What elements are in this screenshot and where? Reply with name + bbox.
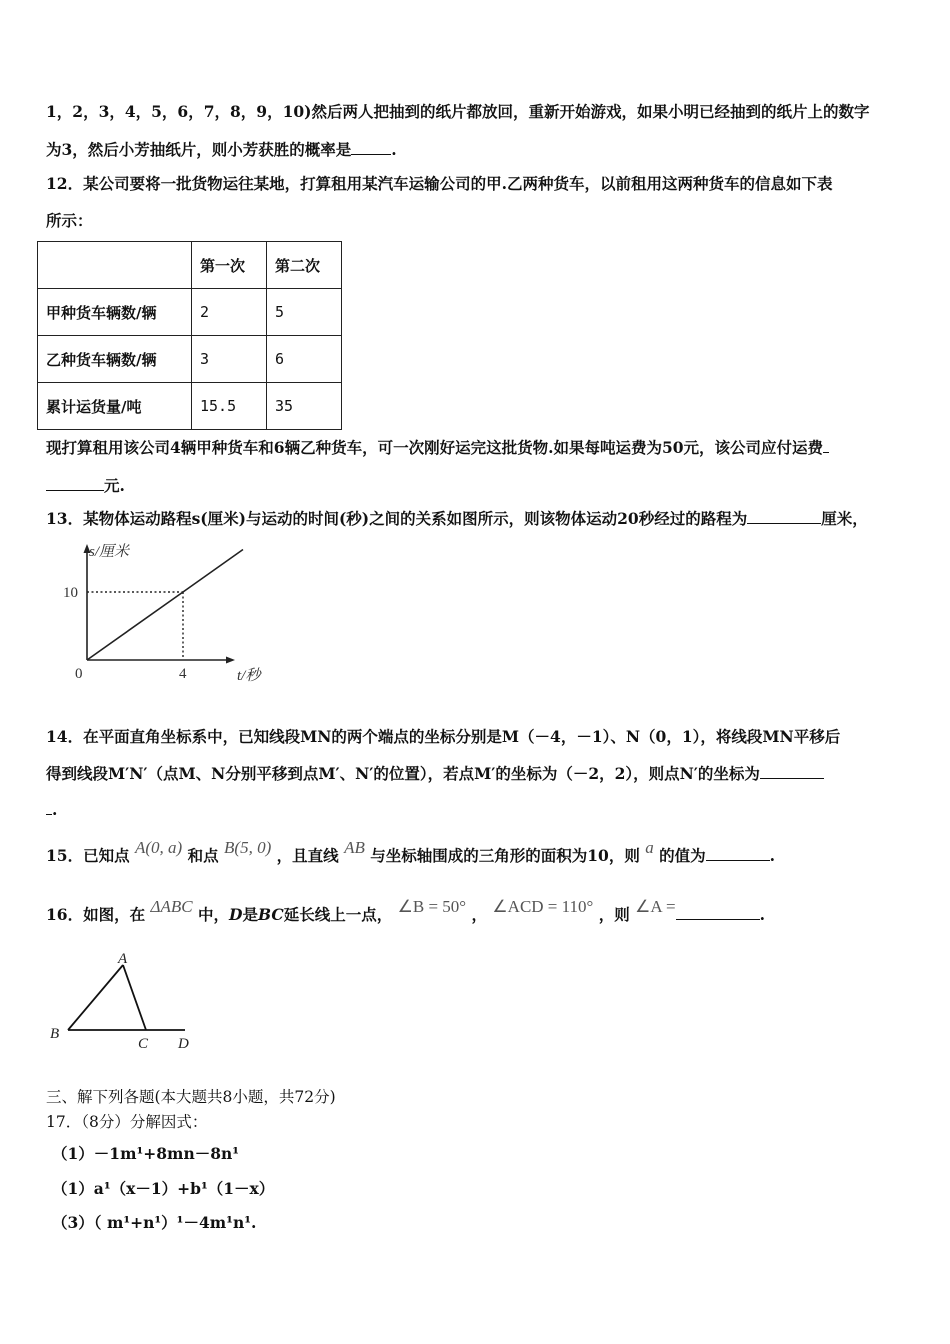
q12-after-1-text: 现打算租用该公司4辆甲种货车和6辆乙种货车，可一次刚好运完这批货物.如果每吨运费为50元，该公司应付运费	[46, 438, 824, 457]
cargo-table	[37, 241, 342, 430]
q16-line	[46, 897, 765, 925]
answer-blank	[46, 476, 104, 491]
intro-line-2-end: .	[391, 140, 397, 159]
variable-a: a	[645, 838, 654, 857]
table-cell	[38, 242, 192, 289]
q15-text: 的值为	[659, 846, 706, 865]
q15-text: 15．已知点	[46, 846, 130, 865]
answer-blank	[706, 846, 770, 861]
x-tick-label: 4	[179, 666, 187, 682]
triangle-abc-formula: ΔABC	[150, 897, 193, 916]
q14-line-2	[46, 764, 824, 784]
line-ab-formula: AB	[344, 838, 365, 857]
q16-text: 16．如图，在	[46, 905, 146, 924]
intro-line-2-text: 为3，然后小芳抽纸片，则小芳获胜的概率是	[46, 140, 352, 159]
point-b-formula: B(5, 0)	[224, 838, 272, 857]
q15-text: .	[769, 846, 776, 865]
q17-item-2	[52, 1179, 274, 1199]
q17-title: 17．（8分）分解因式：	[46, 1113, 208, 1131]
item-expression: （ m¹+n¹）¹－4m¹n¹.	[93, 1213, 257, 1232]
series-line	[87, 550, 243, 661]
q16-text: ，则	[598, 905, 630, 924]
side-ac	[123, 965, 146, 1030]
table-header: 第一次	[192, 242, 267, 289]
q15-text: 与坐标轴围成的三角形的面积为10，则	[370, 846, 640, 865]
q12-after-2	[46, 476, 125, 496]
q16-text: 是	[242, 905, 258, 924]
answer-blank	[747, 509, 821, 524]
table-cell: 6	[267, 336, 342, 383]
q16-text: BC	[257, 905, 284, 924]
q15-text: ，且直线	[276, 846, 339, 865]
item-number: （1）	[52, 1179, 94, 1198]
item-expression: a¹（x－1）+b¹（1－x）	[93, 1179, 275, 1198]
y-tick-label: 10	[63, 585, 78, 601]
table-cell: 35	[267, 383, 342, 430]
q13-line	[46, 509, 868, 529]
x-axis-arrow	[226, 657, 235, 664]
q15-line	[46, 838, 776, 866]
q14-line-3	[46, 800, 57, 820]
section-heading: 三、解下列各题(本大题共8小题，共72分)	[46, 1088, 336, 1106]
q12-after-2-text: 元.	[104, 476, 125, 495]
table-row	[38, 289, 342, 336]
intro-line-1: 1，2，3，4，5，6，7，8，9，10)然后两人把抽到的纸片都放回，重新开始游戏，如果小明已经抽到的纸片上的数字	[46, 102, 870, 121]
chart-plot	[63, 543, 263, 684]
table-row	[38, 383, 342, 430]
table-cell: 3	[192, 336, 267, 383]
point-a-formula: A(0, a)	[134, 838, 183, 857]
label-a: A	[118, 951, 128, 967]
table-cell: 累计运货量/吨	[38, 383, 192, 430]
q12-line-1: 12．某公司要将一批货物运往某地，打算租用某汽车运输公司的甲.乙两种货车，以前租用这两种货车的信息如下表	[46, 174, 833, 193]
q13-text: 13．某物体运动路程s(厘米)与运动的时间(秒)之间的关系如图所示，则该物体运动20秒经过的路程为	[46, 509, 748, 528]
answer-blank	[823, 438, 829, 453]
item-expression: －1m¹+8mn－8n¹	[93, 1144, 240, 1163]
table-header: 第二次	[267, 242, 342, 289]
q16-text: .	[759, 905, 765, 924]
side-ab	[68, 965, 123, 1030]
angle-a-formula: ∠A =	[635, 897, 676, 916]
q16-text: 中，	[197, 905, 229, 924]
q12-after-1	[46, 438, 829, 458]
q14-line-3-text: .	[52, 800, 58, 819]
q14-line-1: 14．在平面直角坐标系中，已知线段MN的两个端点的坐标分别是M（－4，－1）、N（0，1），将线段MN平移后	[46, 727, 841, 746]
table-row	[38, 336, 342, 383]
q13-unit: 厘米，	[821, 509, 868, 528]
intro-line-2	[46, 140, 397, 160]
table-cell: 2	[192, 289, 267, 336]
q12-line-2: 所示：	[46, 211, 93, 230]
answer-blank	[676, 905, 760, 920]
label-b: B	[50, 1026, 60, 1042]
q16-text: D	[229, 905, 243, 924]
q17-item-1	[52, 1144, 239, 1164]
table-cell: 15.5	[192, 383, 267, 430]
table-row	[38, 242, 342, 289]
item-number: （1）	[52, 1144, 94, 1163]
table-cell: 甲种货车辆数/辆	[38, 289, 192, 336]
x-axis-label: t/秒	[237, 668, 261, 684]
answer-blank	[760, 764, 824, 779]
angle-acd-formula: ∠ACD = 110°	[492, 897, 594, 916]
q16-text: 延长线上一点，	[283, 905, 393, 924]
answer-blank	[351, 140, 391, 155]
table-cell: 5	[267, 289, 342, 336]
distance-time-chart	[55, 538, 261, 688]
label-d: D	[178, 1036, 189, 1052]
angle-b-formula: ∠B = 50°	[397, 897, 467, 916]
triangle-figure	[40, 945, 210, 1055]
q15-text: 和点	[187, 846, 219, 865]
item-number: （3）	[52, 1213, 94, 1232]
label-c: C	[138, 1036, 149, 1052]
q16-text: ，	[471, 905, 488, 924]
q14-line-2-text: 得到线段M′N′（点M、N分别平移到点M′、N′的位置），若点M′的坐标为（－2，2），则点N′的坐标为	[46, 764, 760, 783]
q17-item-3	[52, 1213, 256, 1233]
y-axis-label: s/厘米	[89, 544, 130, 560]
origin-label: 0	[75, 666, 83, 682]
table-cell: 乙种货车辆数/辆	[38, 336, 192, 383]
